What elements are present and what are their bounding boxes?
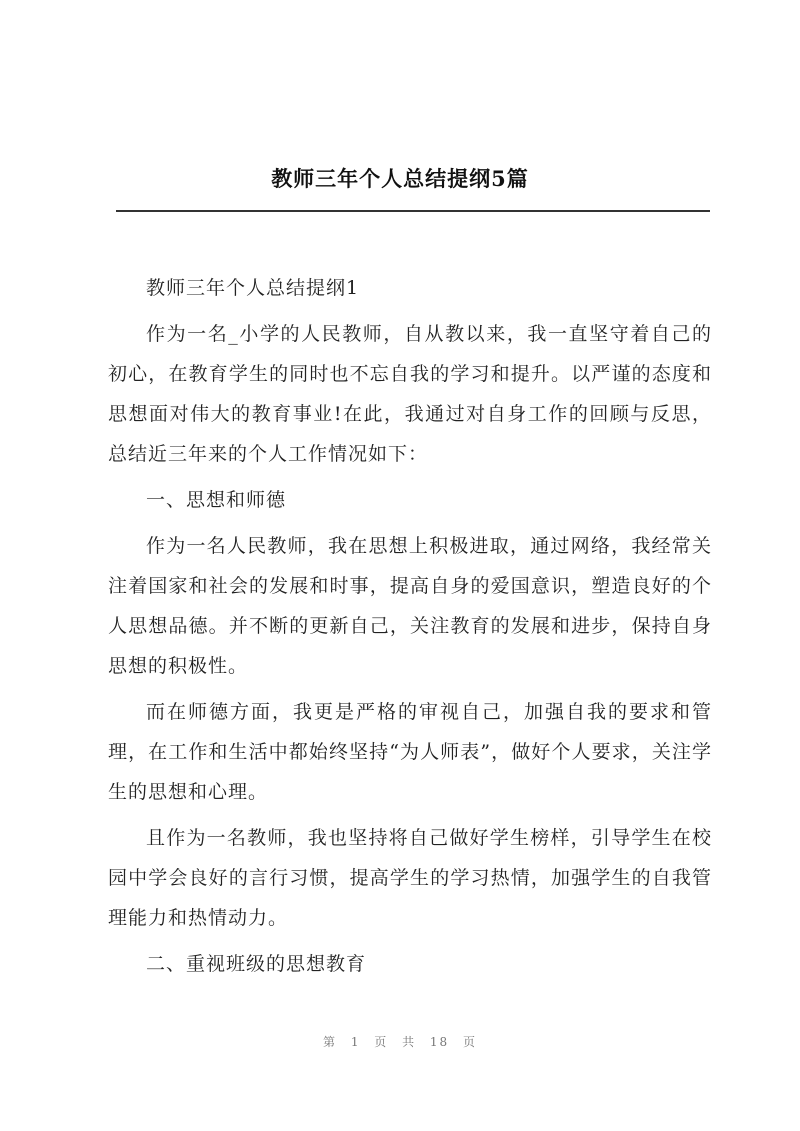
- role-model-paragraph: 且作为一名教师，我也坚持将自己做好学生榜样，引导学生在校园中学会良好的言行习惯，提高学生的学习热情，加强学生的自我管理能力和热情动力。: [108, 827, 712, 929]
- ideology-paragraph: 作为一名人民教师，我在思想上积极进取，通过网络，我经常关注着国家和社会的发展和时事，提高自身的爱国意识，塑造良好的个人思想品德。并不断的更新自己，关注教育的发展和进步，保持自身思想的积极性。: [108, 535, 712, 677]
- section-heading-class-education: 二、重视班级的思想教育: [146, 953, 367, 975]
- document-body: [108, 268, 712, 990]
- section-subtitle: 教师三年个人总结提纲1: [146, 277, 360, 299]
- intro-paragraph: 作为一名_小学的人民教师，自从教以来，我一直坚守着自己的初心，在教育学生的同时也不忘自我的学习和提升。以严谨的态度和思想面对伟大的教育事业!在此，我通过对自身工作的回顾与反思，总结近三年来的个人工作情况如下：: [108, 323, 712, 465]
- section-heading-ideology: 一、思想和师德: [146, 489, 287, 511]
- document-title: 教师三年个人总结提纲5篇: [271, 166, 529, 191]
- page-number-footer: 第 1 页 共 18 页: [323, 1035, 477, 1049]
- title-underline: [116, 210, 710, 212]
- ethics-paragraph: 而在师德方面，我更是严格的审视自己，加强自我的要求和管理，在工作和生活中都始终坚持“为人师表”，做好个人要求，关注学生的思想和心理。: [108, 701, 712, 803]
